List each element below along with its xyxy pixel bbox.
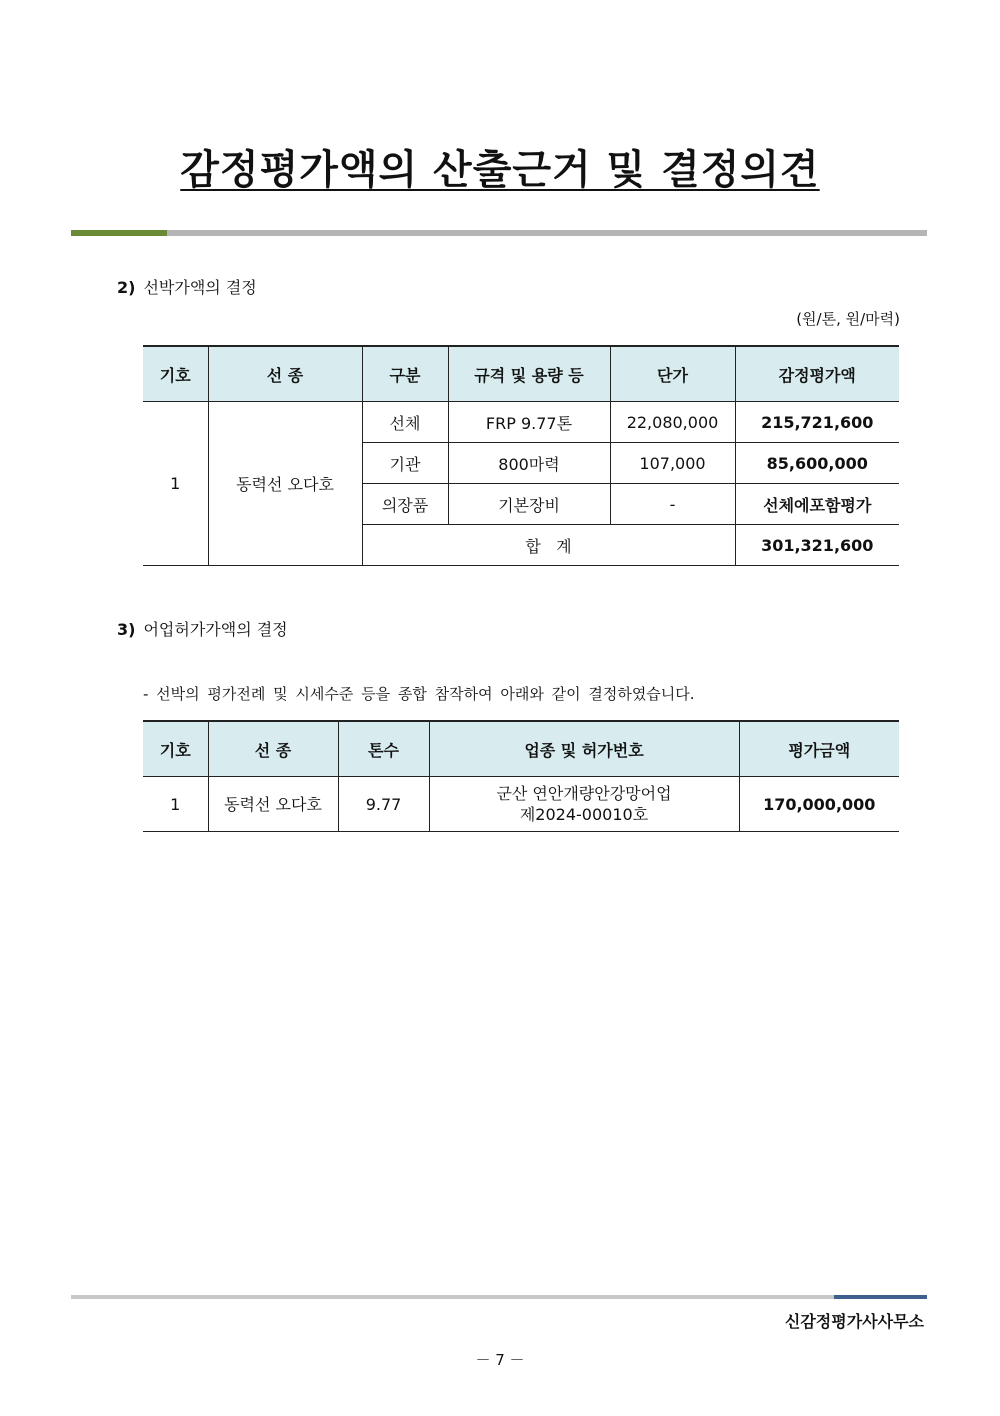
header-spec: 규격 및 용량 등 (448, 346, 610, 402)
office-name: 신감정평가사사무소 (784, 1312, 924, 1331)
header-id: 기호 (143, 721, 208, 777)
header-amount: 감정평가액 (735, 346, 899, 402)
ship-value-table (143, 345, 899, 566)
section-3-number: 3) (117, 620, 136, 639)
section-2-number: 2) (117, 278, 136, 297)
unit-price-cell: - (610, 484, 735, 525)
top-divider (71, 230, 927, 236)
table-header-row (143, 346, 899, 402)
amount-cell: 85,600,000 (735, 443, 899, 484)
header-ship-type: 선 종 (208, 346, 362, 402)
amount-cell: 선체에포함평가 (735, 484, 899, 525)
section-3-heading (117, 617, 288, 640)
decision-note: - 선박의 평가전례 및 시세수준 등을 종합 참작하여 아래와 같이 결정하였습니다. (143, 685, 695, 703)
spec-cell: FRP 9.77톤 (448, 402, 610, 443)
page-title (0, 138, 1000, 195)
license-type: 군산 연안개량안강망어업 (496, 784, 672, 803)
license-number: 제2024-00010호 (519, 805, 649, 824)
spec-cell: 800마력 (448, 443, 610, 484)
section-2-title: 선박가액의 결정 (143, 278, 257, 297)
unit-price-cell: 107,000 (610, 443, 735, 484)
category-cell: 의장품 (362, 484, 448, 525)
header-unit-price: 단가 (610, 346, 735, 402)
category-cell: 선체 (362, 402, 448, 443)
table-row (143, 402, 899, 443)
bottom-divider-accent (834, 1295, 927, 1299)
section-3-title: 어업허가가액의 결정 (143, 620, 288, 639)
page-title-text: 감정평가액의 산출근거 및 결정의견 (180, 147, 820, 193)
row-id: 1 (143, 777, 208, 832)
fishing-license-table (143, 720, 899, 832)
spec-cell: 기본장비 (448, 484, 610, 525)
category-cell: 기관 (362, 443, 448, 484)
header-id: 기호 (143, 346, 208, 402)
section-2-heading (117, 275, 257, 298)
top-divider-accent (71, 230, 167, 236)
header-license: 업종 및 허가번호 (429, 721, 739, 777)
header-category: 구분 (362, 346, 448, 402)
page-number: － 7 － (475, 1351, 525, 1369)
license-cell (429, 777, 739, 832)
table-row (143, 777, 899, 832)
bottom-divider (71, 1295, 927, 1299)
ship-type: 동력선 오다호 (208, 402, 362, 566)
header-tonnage: 톤수 (338, 721, 429, 777)
ship-type: 동력선 오다호 (208, 777, 338, 832)
total-amount: 301,321,600 (735, 525, 899, 566)
tonnage: 9.77 (338, 777, 429, 832)
unit-price-cell: 22,080,000 (610, 402, 735, 443)
amount-cell: 170,000,000 (739, 777, 899, 832)
table-header-row (143, 721, 899, 777)
amount-cell: 215,721,600 (735, 402, 899, 443)
unit-note: (원/톤, 원/마력) (796, 310, 900, 328)
header-amount: 평가금액 (739, 721, 899, 777)
header-ship-type: 선 종 (208, 721, 338, 777)
total-label: 합 계 (362, 525, 735, 566)
row-id: 1 (143, 402, 208, 566)
